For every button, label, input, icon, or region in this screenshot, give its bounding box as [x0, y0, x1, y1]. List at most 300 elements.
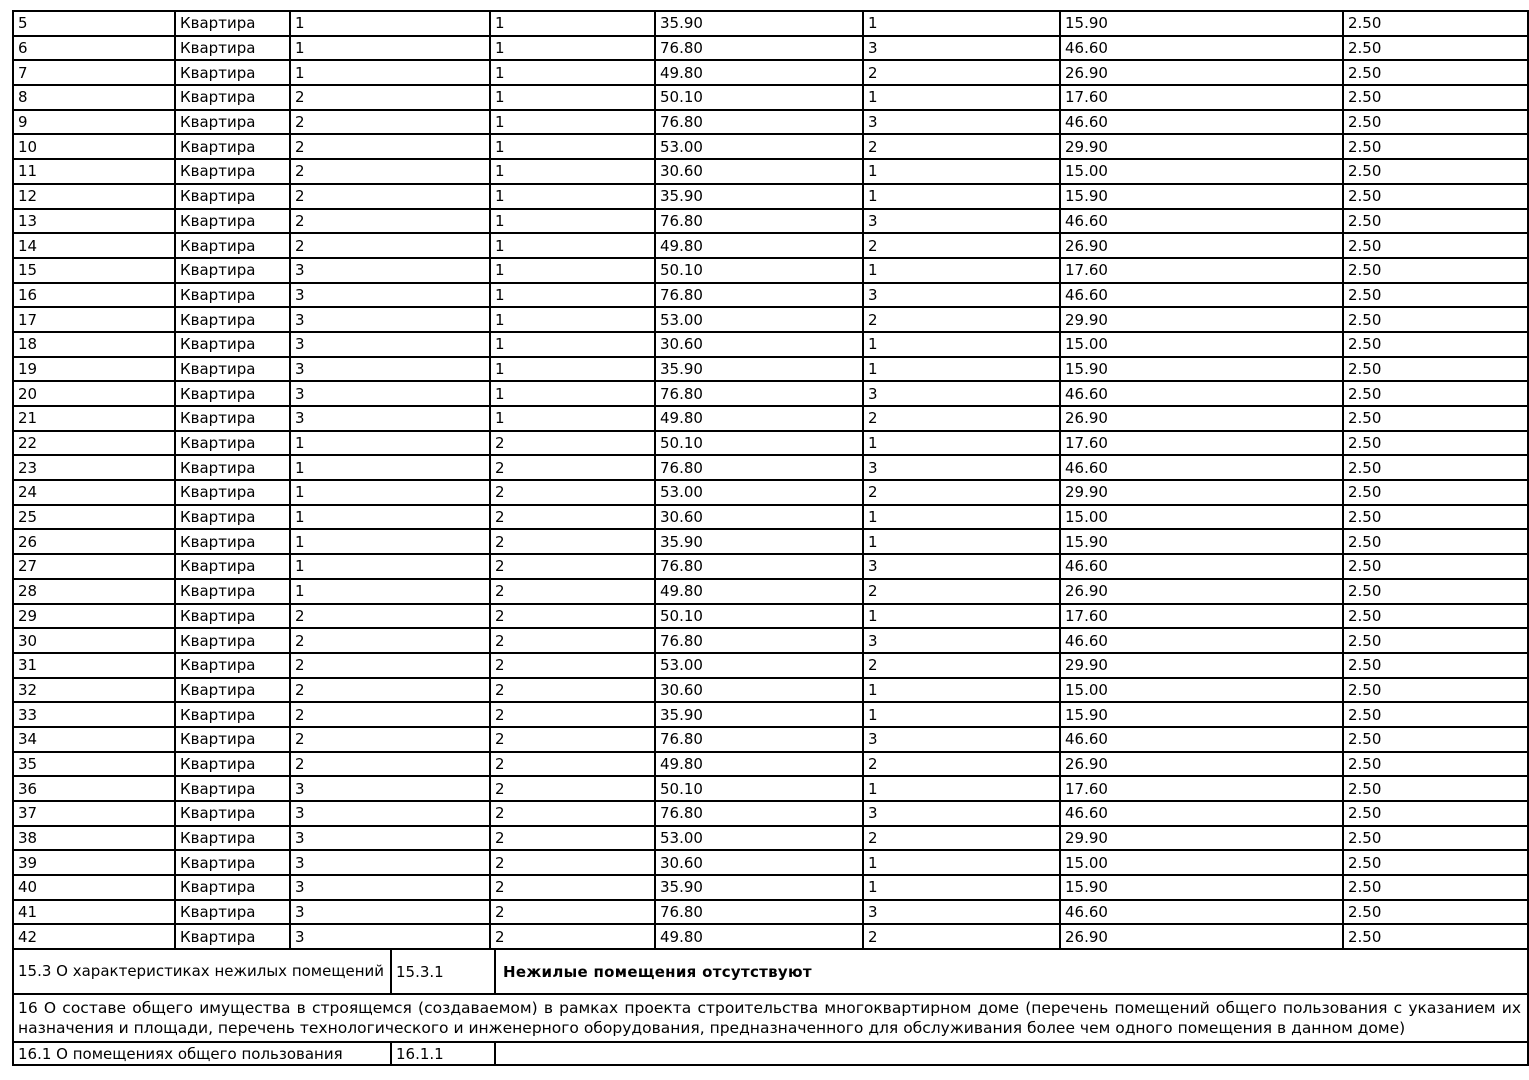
cell-premises_type: Квартира: [175, 332, 290, 357]
cell-total_area: 76.80: [655, 381, 863, 406]
cell-ceiling_height: 2.50: [1343, 480, 1528, 505]
cell-living_area: 46.60: [1060, 36, 1343, 61]
table-row: [13, 727, 1528, 752]
declaration-document: [12, 10, 1529, 1066]
cell-living_area: 26.90: [1060, 60, 1343, 85]
cell-floor: 1: [490, 85, 655, 110]
cell-ceiling_height: 2.50: [1343, 283, 1528, 308]
cell-living_area: 17.60: [1060, 431, 1343, 456]
cell-living_area: 26.90: [1060, 752, 1343, 777]
cell-ceiling_height: 2.50: [1343, 134, 1528, 159]
table-row: [13, 826, 1528, 851]
cell-premises_type: Квартира: [175, 529, 290, 554]
cell-ceiling_height: 2.50: [1343, 233, 1528, 258]
cell-total_area: 76.80: [655, 283, 863, 308]
cell-premises_type: Квартира: [175, 850, 290, 875]
cell-row_number: 25: [13, 505, 175, 530]
section-16-1-value: [495, 1042, 1528, 1065]
cell-total_area: 76.80: [655, 628, 863, 653]
table-row: [13, 381, 1528, 406]
cell-total_area: 35.90: [655, 529, 863, 554]
cell-row_number: 27: [13, 554, 175, 579]
cell-ceiling_height: 2.50: [1343, 11, 1528, 36]
cell-living_area: 46.60: [1060, 381, 1343, 406]
section-row-15-3: [13, 949, 1528, 994]
cell-row_number: 20: [13, 381, 175, 406]
cell-row_number: 10: [13, 134, 175, 159]
cell-living_area: 46.60: [1060, 110, 1343, 135]
cell-ceiling_height: 2.50: [1343, 801, 1528, 826]
cell-section: 3: [290, 850, 490, 875]
cell-rooms_count: 3: [863, 628, 1060, 653]
cell-total_area: 53.00: [655, 480, 863, 505]
cell-total_area: 35.90: [655, 702, 863, 727]
cell-total_area: 30.60: [655, 678, 863, 703]
cell-premises_type: Квартира: [175, 283, 290, 308]
cell-total_area: 49.80: [655, 406, 863, 431]
cell-premises_type: Квартира: [175, 924, 290, 949]
cell-floor: 2: [490, 801, 655, 826]
cell-ceiling_height: 2.50: [1343, 60, 1528, 85]
cell-ceiling_height: 2.50: [1343, 702, 1528, 727]
table-row: [13, 776, 1528, 801]
cell-section: 2: [290, 653, 490, 678]
table-row: [13, 604, 1528, 629]
cell-rooms_count: 1: [863, 332, 1060, 357]
cell-rooms_count: 1: [863, 850, 1060, 875]
cell-floor: 2: [490, 480, 655, 505]
cell-row_number: 26: [13, 529, 175, 554]
cell-ceiling_height: 2.50: [1343, 579, 1528, 604]
cell-premises_type: Квартира: [175, 455, 290, 480]
cell-living_area: 15.00: [1060, 159, 1343, 184]
cell-premises_type: Квартира: [175, 184, 290, 209]
cell-ceiling_height: 2.50: [1343, 727, 1528, 752]
cell-section: 3: [290, 924, 490, 949]
cell-living_area: 46.60: [1060, 283, 1343, 308]
cell-premises_type: Квартира: [175, 554, 290, 579]
cell-rooms_count: 3: [863, 554, 1060, 579]
cell-row_number: 39: [13, 850, 175, 875]
cell-premises_type: Квартира: [175, 801, 290, 826]
cell-floor: 1: [490, 36, 655, 61]
cell-floor: 1: [490, 406, 655, 431]
cell-total_area: 53.00: [655, 134, 863, 159]
cell-row_number: 23: [13, 455, 175, 480]
cell-rooms_count: 1: [863, 776, 1060, 801]
cell-floor: 2: [490, 455, 655, 480]
cell-section: 2: [290, 628, 490, 653]
table-row: [13, 529, 1528, 554]
cell-row_number: 15: [13, 258, 175, 283]
cell-ceiling_height: 2.50: [1343, 604, 1528, 629]
cell-living_area: 29.90: [1060, 480, 1343, 505]
cell-ceiling_height: 2.50: [1343, 209, 1528, 234]
cell-section: 2: [290, 85, 490, 110]
cell-living_area: 26.90: [1060, 579, 1343, 604]
table-row: [13, 283, 1528, 308]
cell-ceiling_height: 2.50: [1343, 850, 1528, 875]
cell-rooms_count: 1: [863, 85, 1060, 110]
cell-rooms_count: 3: [863, 727, 1060, 752]
cell-premises_type: Квартира: [175, 900, 290, 925]
cell-row_number: 19: [13, 357, 175, 382]
cell-section: 2: [290, 110, 490, 135]
cell-floor: 1: [490, 233, 655, 258]
cell-living_area: 46.60: [1060, 209, 1343, 234]
cell-premises_type: Квартира: [175, 678, 290, 703]
section-16-1-label: 16.1 О помещениях общего пользования: [13, 1042, 391, 1065]
cell-ceiling_height: 2.50: [1343, 505, 1528, 530]
cell-row_number: 16: [13, 283, 175, 308]
section-16-text: 16 О составе общего имущества в строящемся (создаваемом) в рамках проекта строительства многоквартирном доме (перечень помещений общего пользования с указанием их назначения и площади, перечень технологического и инженерного оборудования, предназначенного для обслуживания более чем одного помещения в данном доме): [13, 994, 1528, 1042]
cell-premises_type: Квартира: [175, 604, 290, 629]
cell-living_area: 15.00: [1060, 850, 1343, 875]
cell-floor: 2: [490, 875, 655, 900]
cell-ceiling_height: 2.50: [1343, 307, 1528, 332]
table-row: [13, 307, 1528, 332]
table-row: [13, 505, 1528, 530]
cell-section: 1: [290, 60, 490, 85]
section-16-1-code: 16.1.1: [391, 1042, 495, 1065]
table-row: [13, 134, 1528, 159]
cell-premises_type: Квартира: [175, 209, 290, 234]
cell-ceiling_height: 2.50: [1343, 332, 1528, 357]
table-row: [13, 924, 1528, 949]
cell-ceiling_height: 2.50: [1343, 776, 1528, 801]
cell-row_number: 32: [13, 678, 175, 703]
cell-section: 1: [290, 431, 490, 456]
cell-floor: 2: [490, 752, 655, 777]
cell-section: 3: [290, 801, 490, 826]
cell-ceiling_height: 2.50: [1343, 431, 1528, 456]
cell-section: 3: [290, 776, 490, 801]
cell-rooms_count: 2: [863, 406, 1060, 431]
cell-row_number: 35: [13, 752, 175, 777]
table-row: [13, 431, 1528, 456]
cell-rooms_count: 2: [863, 307, 1060, 332]
cell-row_number: 24: [13, 480, 175, 505]
cell-living_area: 46.60: [1060, 628, 1343, 653]
cell-premises_type: Квартира: [175, 258, 290, 283]
cell-total_area: 76.80: [655, 554, 863, 579]
cell-row_number: 8: [13, 85, 175, 110]
table-row: [13, 455, 1528, 480]
cell-ceiling_height: 2.50: [1343, 752, 1528, 777]
cell-floor: 1: [490, 357, 655, 382]
cell-rooms_count: 3: [863, 381, 1060, 406]
table-row: [13, 653, 1528, 678]
cell-premises_type: Квартира: [175, 653, 290, 678]
cell-ceiling_height: 2.50: [1343, 406, 1528, 431]
cell-ceiling_height: 2.50: [1343, 529, 1528, 554]
cell-section: 3: [290, 826, 490, 851]
cell-premises_type: Квартира: [175, 727, 290, 752]
cell-total_area: 76.80: [655, 455, 863, 480]
cell-total_area: 50.10: [655, 776, 863, 801]
cell-floor: 2: [490, 826, 655, 851]
cell-total_area: 49.80: [655, 579, 863, 604]
table-row: [13, 900, 1528, 925]
cell-living_area: 29.90: [1060, 134, 1343, 159]
table-row: [13, 11, 1528, 36]
cell-rooms_count: 1: [863, 529, 1060, 554]
cell-row_number: 11: [13, 159, 175, 184]
cell-section: 1: [290, 455, 490, 480]
cell-rooms_count: 1: [863, 11, 1060, 36]
cell-premises_type: Квартира: [175, 357, 290, 382]
table-row: [13, 801, 1528, 826]
cell-living_area: 15.90: [1060, 11, 1343, 36]
cell-premises_type: Квартира: [175, 36, 290, 61]
cell-floor: 1: [490, 134, 655, 159]
cell-row_number: 36: [13, 776, 175, 801]
cell-section: 3: [290, 406, 490, 431]
cell-premises_type: Квартира: [175, 628, 290, 653]
cell-premises_type: Квартира: [175, 752, 290, 777]
cell-floor: 1: [490, 159, 655, 184]
cell-living_area: 46.60: [1060, 900, 1343, 925]
cell-rooms_count: 1: [863, 159, 1060, 184]
cell-floor: 1: [490, 307, 655, 332]
table-row: [13, 184, 1528, 209]
cell-floor: 1: [490, 110, 655, 135]
cell-section: 1: [290, 36, 490, 61]
cell-rooms_count: 2: [863, 480, 1060, 505]
cell-row_number: 5: [13, 11, 175, 36]
cell-floor: 1: [490, 258, 655, 283]
sections-table: [12, 948, 1529, 1066]
cell-total_area: 76.80: [655, 36, 863, 61]
cell-rooms_count: 2: [863, 752, 1060, 777]
cell-living_area: 46.60: [1060, 801, 1343, 826]
table-row: [13, 850, 1528, 875]
cell-ceiling_height: 2.50: [1343, 826, 1528, 851]
cell-row_number: 7: [13, 60, 175, 85]
cell-section: 3: [290, 258, 490, 283]
table-row: [13, 628, 1528, 653]
cell-row_number: 13: [13, 209, 175, 234]
cell-ceiling_height: 2.50: [1343, 455, 1528, 480]
table-row: [13, 579, 1528, 604]
cell-premises_type: Квартира: [175, 776, 290, 801]
cell-rooms_count: 2: [863, 826, 1060, 851]
section-row-16-1: [13, 1042, 1528, 1065]
cell-premises_type: Квартира: [175, 431, 290, 456]
cell-floor: 2: [490, 529, 655, 554]
table-row: [13, 702, 1528, 727]
cell-living_area: 15.90: [1060, 529, 1343, 554]
cell-ceiling_height: 2.50: [1343, 924, 1528, 949]
cell-rooms_count: 1: [863, 875, 1060, 900]
cell-total_area: 50.10: [655, 85, 863, 110]
cell-ceiling_height: 2.50: [1343, 875, 1528, 900]
cell-premises_type: Квартира: [175, 480, 290, 505]
cell-total_area: 76.80: [655, 727, 863, 752]
cell-rooms_count: 3: [863, 900, 1060, 925]
cell-row_number: 17: [13, 307, 175, 332]
cell-floor: 1: [490, 11, 655, 36]
table-row: [13, 209, 1528, 234]
cell-row_number: 22: [13, 431, 175, 456]
cell-total_area: 76.80: [655, 110, 863, 135]
cell-premises_type: Квартира: [175, 307, 290, 332]
cell-premises_type: Квартира: [175, 85, 290, 110]
cell-total_area: 53.00: [655, 826, 863, 851]
cell-section: 2: [290, 233, 490, 258]
cell-section: 3: [290, 332, 490, 357]
table-row: [13, 85, 1528, 110]
cell-ceiling_height: 2.50: [1343, 900, 1528, 925]
cell-row_number: 21: [13, 406, 175, 431]
cell-premises_type: Квартира: [175, 110, 290, 135]
table-row: [13, 233, 1528, 258]
cell-section: 1: [290, 579, 490, 604]
section-15-3-value: Нежилые помещения отсутствуют: [495, 949, 1528, 994]
cell-section: 2: [290, 604, 490, 629]
cell-rooms_count: 1: [863, 357, 1060, 382]
cell-premises_type: Квартира: [175, 875, 290, 900]
cell-floor: 1: [490, 60, 655, 85]
cell-section: 2: [290, 678, 490, 703]
cell-row_number: 9: [13, 110, 175, 135]
cell-total_area: 49.80: [655, 752, 863, 777]
cell-floor: 2: [490, 628, 655, 653]
section-row-16: [13, 994, 1528, 1042]
cell-section: 1: [290, 505, 490, 530]
cell-row_number: 38: [13, 826, 175, 851]
cell-row_number: 34: [13, 727, 175, 752]
cell-living_area: 15.90: [1060, 875, 1343, 900]
cell-living_area: 29.90: [1060, 653, 1343, 678]
table-row: [13, 752, 1528, 777]
cell-rooms_count: 3: [863, 455, 1060, 480]
cell-ceiling_height: 2.50: [1343, 85, 1528, 110]
cell-floor: 2: [490, 604, 655, 629]
cell-section: 2: [290, 134, 490, 159]
cell-section: 1: [290, 480, 490, 505]
cell-floor: 2: [490, 431, 655, 456]
cell-premises_type: Квартира: [175, 406, 290, 431]
cell-row_number: 12: [13, 184, 175, 209]
cell-row_number: 41: [13, 900, 175, 925]
cell-row_number: 37: [13, 801, 175, 826]
cell-ceiling_height: 2.50: [1343, 678, 1528, 703]
cell-floor: 2: [490, 702, 655, 727]
cell-living_area: 17.60: [1060, 776, 1343, 801]
cell-living_area: 15.90: [1060, 702, 1343, 727]
cell-living_area: 29.90: [1060, 307, 1343, 332]
cell-section: 1: [290, 11, 490, 36]
cell-premises_type: Квартира: [175, 381, 290, 406]
cell-section: 2: [290, 159, 490, 184]
cell-floor: 2: [490, 924, 655, 949]
cell-rooms_count: 1: [863, 702, 1060, 727]
cell-floor: 2: [490, 727, 655, 752]
cell-section: 3: [290, 381, 490, 406]
cell-total_area: 35.90: [655, 184, 863, 209]
cell-row_number: 42: [13, 924, 175, 949]
cell-ceiling_height: 2.50: [1343, 184, 1528, 209]
cell-rooms_count: 1: [863, 604, 1060, 629]
cell-ceiling_height: 2.50: [1343, 554, 1528, 579]
cell-floor: 1: [490, 332, 655, 357]
cell-floor: 2: [490, 505, 655, 530]
cell-section: 2: [290, 702, 490, 727]
cell-ceiling_height: 2.50: [1343, 36, 1528, 61]
cell-rooms_count: 1: [863, 505, 1060, 530]
cell-floor: 1: [490, 381, 655, 406]
cell-total_area: 35.90: [655, 875, 863, 900]
cell-ceiling_height: 2.50: [1343, 628, 1528, 653]
cell-floor: 2: [490, 653, 655, 678]
cell-rooms_count: 1: [863, 431, 1060, 456]
cell-total_area: 50.10: [655, 258, 863, 283]
cell-living_area: 46.60: [1060, 554, 1343, 579]
cell-premises_type: Квартира: [175, 11, 290, 36]
cell-living_area: 17.60: [1060, 258, 1343, 283]
cell-premises_type: Квартира: [175, 702, 290, 727]
table-row: [13, 332, 1528, 357]
cell-living_area: 15.00: [1060, 678, 1343, 703]
cell-row_number: 18: [13, 332, 175, 357]
cell-row_number: 14: [13, 233, 175, 258]
cell-rooms_count: 2: [863, 579, 1060, 604]
cell-ceiling_height: 2.50: [1343, 653, 1528, 678]
cell-rooms_count: 2: [863, 653, 1060, 678]
cell-floor: 2: [490, 776, 655, 801]
cell-total_area: 30.60: [655, 332, 863, 357]
cell-section: 2: [290, 184, 490, 209]
cell-section: 2: [290, 209, 490, 234]
cell-premises_type: Квартира: [175, 505, 290, 530]
cell-living_area: 15.00: [1060, 505, 1343, 530]
apartments-table-body: [13, 11, 1528, 949]
cell-total_area: 76.80: [655, 801, 863, 826]
cell-rooms_count: 3: [863, 209, 1060, 234]
cell-total_area: 30.60: [655, 159, 863, 184]
cell-rooms_count: 1: [863, 258, 1060, 283]
cell-total_area: 35.90: [655, 11, 863, 36]
cell-living_area: 46.60: [1060, 455, 1343, 480]
cell-living_area: 15.90: [1060, 357, 1343, 382]
cell-total_area: 30.60: [655, 850, 863, 875]
cell-rooms_count: 3: [863, 801, 1060, 826]
cell-floor: 2: [490, 900, 655, 925]
cell-floor: 2: [490, 678, 655, 703]
cell-living_area: 17.60: [1060, 85, 1343, 110]
cell-rooms_count: 2: [863, 924, 1060, 949]
table-row: [13, 36, 1528, 61]
cell-floor: 2: [490, 554, 655, 579]
table-row: [13, 480, 1528, 505]
cell-premises_type: Квартира: [175, 60, 290, 85]
table-row: [13, 159, 1528, 184]
cell-rooms_count: 3: [863, 110, 1060, 135]
cell-total_area: 76.80: [655, 209, 863, 234]
cell-total_area: 50.10: [655, 431, 863, 456]
cell-premises_type: Квартира: [175, 233, 290, 258]
cell-section: 3: [290, 900, 490, 925]
cell-row_number: 30: [13, 628, 175, 653]
cell-total_area: 49.80: [655, 924, 863, 949]
cell-premises_type: Квартира: [175, 134, 290, 159]
cell-section: 3: [290, 307, 490, 332]
cell-row_number: 6: [13, 36, 175, 61]
cell-section: 3: [290, 875, 490, 900]
table-row: [13, 875, 1528, 900]
cell-living_area: 17.60: [1060, 604, 1343, 629]
